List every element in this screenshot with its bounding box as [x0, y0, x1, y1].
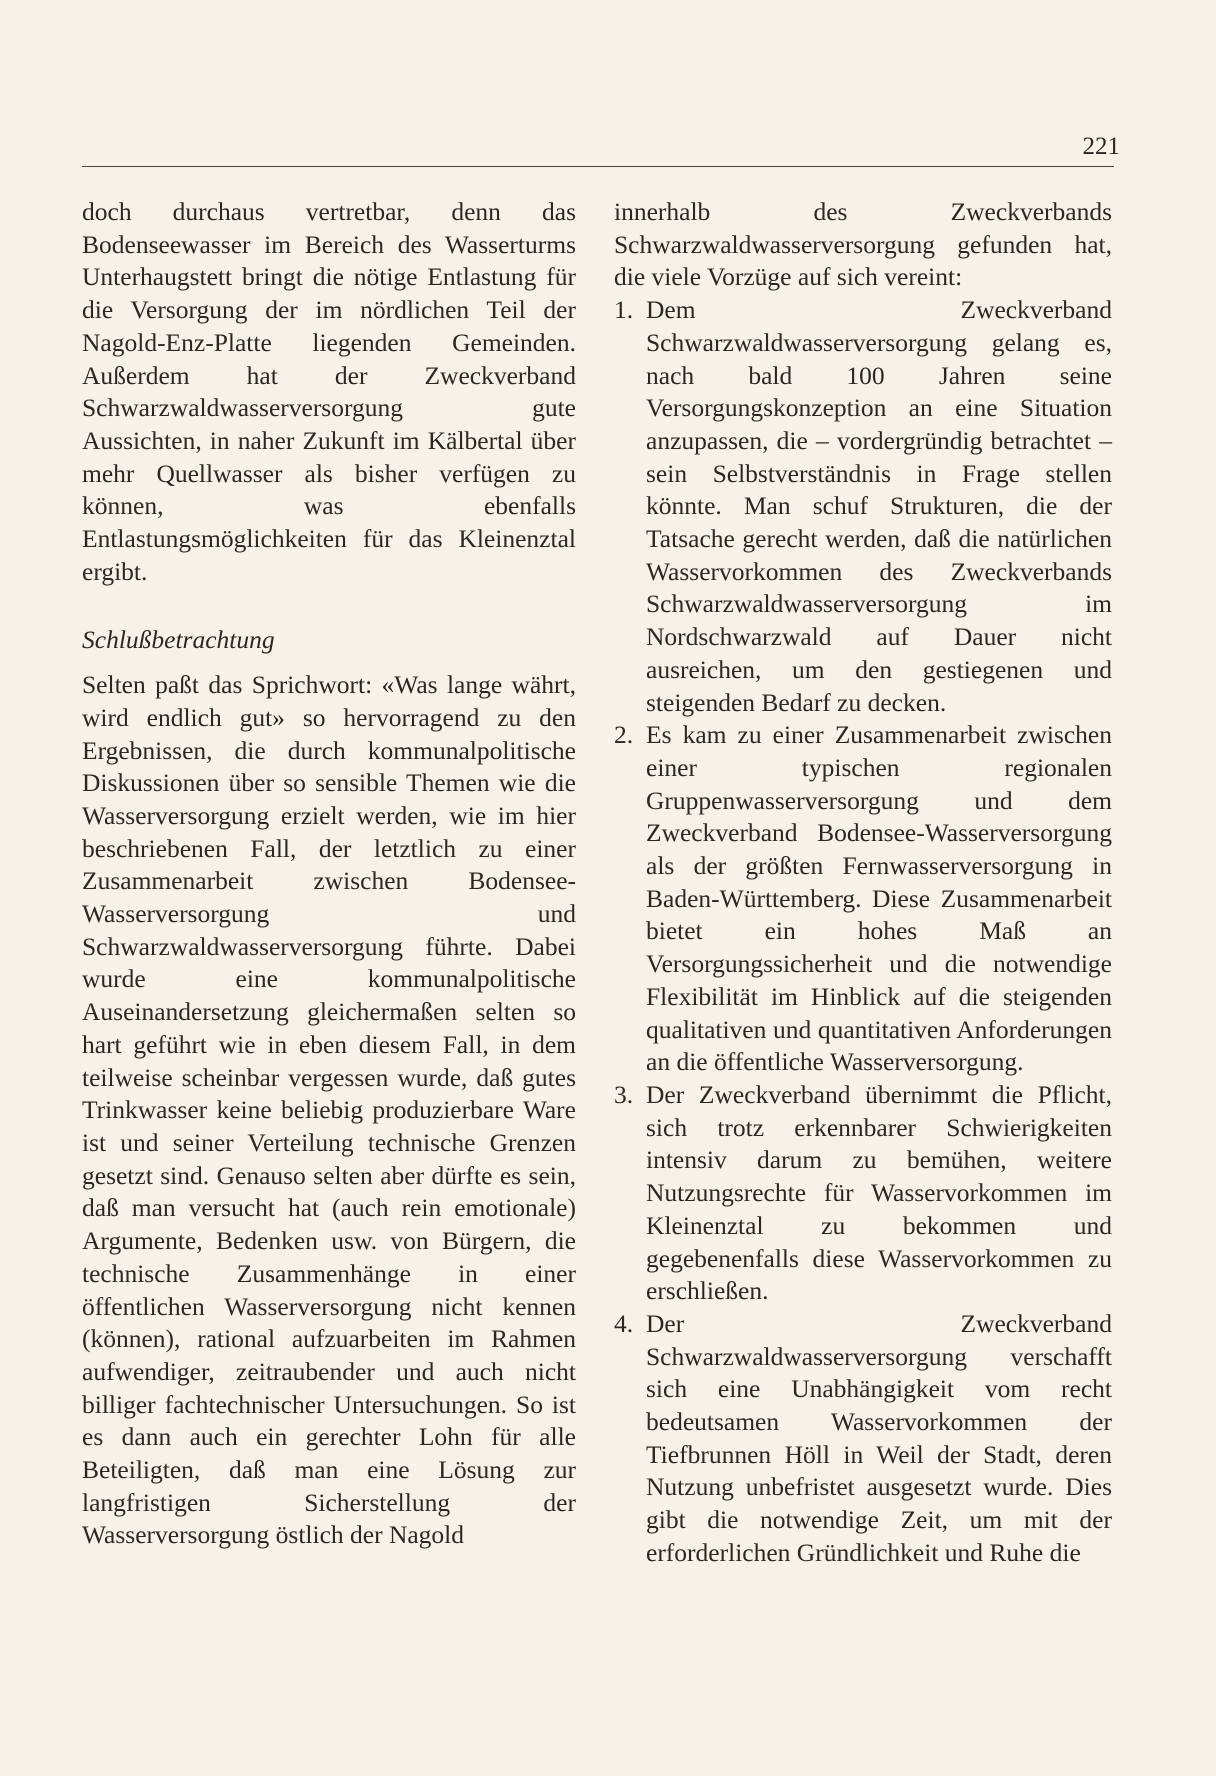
list-item-text: Dem Zweckverband Schwarzwaldwasserversorgung gelang es, nach bald 100 Jahren seine Versorgungskonzeption an eine Situation anzupassen, die – vordergründig betrachtet – sein Selbstverständnis in Frage stellen könnte. Man schuf Strukturen, die der Tatsache gerecht werden, daß die natürlichen Wasservorkommen des Zweckverbands Schwarzwaldwasserversorgung im Nordschwarzwald auf Dauer nicht ausreichen, um den gestiegenen und steigenden Bedarf zu decken.	[646, 295, 1112, 717]
list-item-number: 2.	[614, 720, 634, 750]
continuation-paragraph: doch durchaus vertretbar, denn das Bodenseewasser im Bereich des Wasserturms Unterhaugstett bringt die nötige Entlastung für die Versorgung der im nördlichen Teil der Nagold-Enz-Platte liegenden Gemeinden. Außerdem hat der Zweckverband Schwarzwaldwasserversorgung gute Aussichten, in naher Zukunft im Kälbertal über mehr Quellwasser als bisher verfügen zu können, was ebenfalls Entlastungsmöglichkeiten für das Kleinenztal ergibt.	[82, 197, 576, 586]
list-item	[614, 1308, 1112, 1570]
list-item	[614, 719, 1112, 1079]
list-item-number: 4.	[614, 1308, 634, 1338]
left-column	[82, 196, 576, 1552]
list-item-number: 3.	[614, 1079, 634, 1109]
numbered-list	[614, 294, 1112, 1569]
section-paragraph: Selten paßt das Sprichwort: «Was lange währt, wird endlich gut» so hervorragend zu den Ergebnissen, die durch kommunalpolitische Diskussionen über so sensible Themen wie die Wasserversorgung erzielt werden, wie im hier beschriebenen Fall, der letztlich zu einer Zusammenarbeit zwischen Bodensee-Wasserversorgung und Schwarzwaldwasserversorgung führte. Dabei wurde eine kommunalpolitische Auseinandersetzung gleichermaßen selten so hart geführt wie in eben diesem Fall, in dem teilweise scheinbar vergessen wurde, daß gutes Trinkwasser keine beliebig produzierbare Ware ist und seiner Verteilung technische Grenzen gesetzt sind. Genauso selten aber dürfte es sein, daß man versucht hat (auch rein emotionale) Argumente, Bedenken usw. von Bürgern, die technische Zusammenhänge in einer öffentlichen Wasserversorgung nicht kennen (können), rational aufzuarbeiten im Rahmen aufwendiger, zeitraubender und auch nicht billiger fachtechnischer Untersuchungen. So ist es dann auch ein gerechter Lohn für alle Beteiligten, daß man eine Lösung zur langfristigen Sicherstellung der Wasserversorgung östlich der Nagold	[82, 670, 576, 1550]
header-rule	[82, 166, 1114, 167]
list-item-text: Der Zweckverband übernimmt die Pflicht, sich trotz erkennbarer Schwierigkeiten intensiv darum zu bemühen, weitere Nutzungsrechte für Wasservorkommen im Kleinenztal zu bekommen und gegebenenfalls diese Wasservorkommen zu erschließen.	[646, 1079, 1112, 1306]
section-heading: Schlußbetrachtung	[82, 625, 275, 655]
list-item-text: Es kam zu einer Zusammenarbeit zwischen einer typischen regionalen Gruppenwasserversorgung und dem Zweckverband Bodensee-Wasserversorgung als der größten Fernwasserversorgung in Baden-Württemberg. Diese Zusammenarbeit bietet ein hohes Maß an Versorgungssicherheit und die notwendige Flexibilität im Hinblick auf die steigenden qualitativen und quantitativen Anforderungen an die öffentliche Wasserversorgung.	[646, 720, 1112, 1077]
intro-paragraph: innerhalb des Zweckverbands Schwarzwaldwasserversorgung gefunden hat, die viele Vorzüge auf sich vereint:	[614, 197, 1112, 292]
list-item-number: 1.	[614, 295, 634, 325]
right-column	[614, 196, 1112, 1570]
list-item-text: Der Zweckverband Schwarzwaldwasserversorgung verschafft sich eine Unabhängigkeit vom recht bedeutsamen Wasservorkommen der Tiefbrunnen Höll in Weil der Stadt, deren Nutzung unbefristet ausgesetzt wurde. Dies gibt die notwendige Zeit, um mit der erforderlichen Gründlichkeit und Ruhe die	[646, 1308, 1112, 1567]
page-number: 221	[1082, 133, 1120, 160]
list-item	[614, 294, 1112, 719]
list-item	[614, 1079, 1112, 1308]
